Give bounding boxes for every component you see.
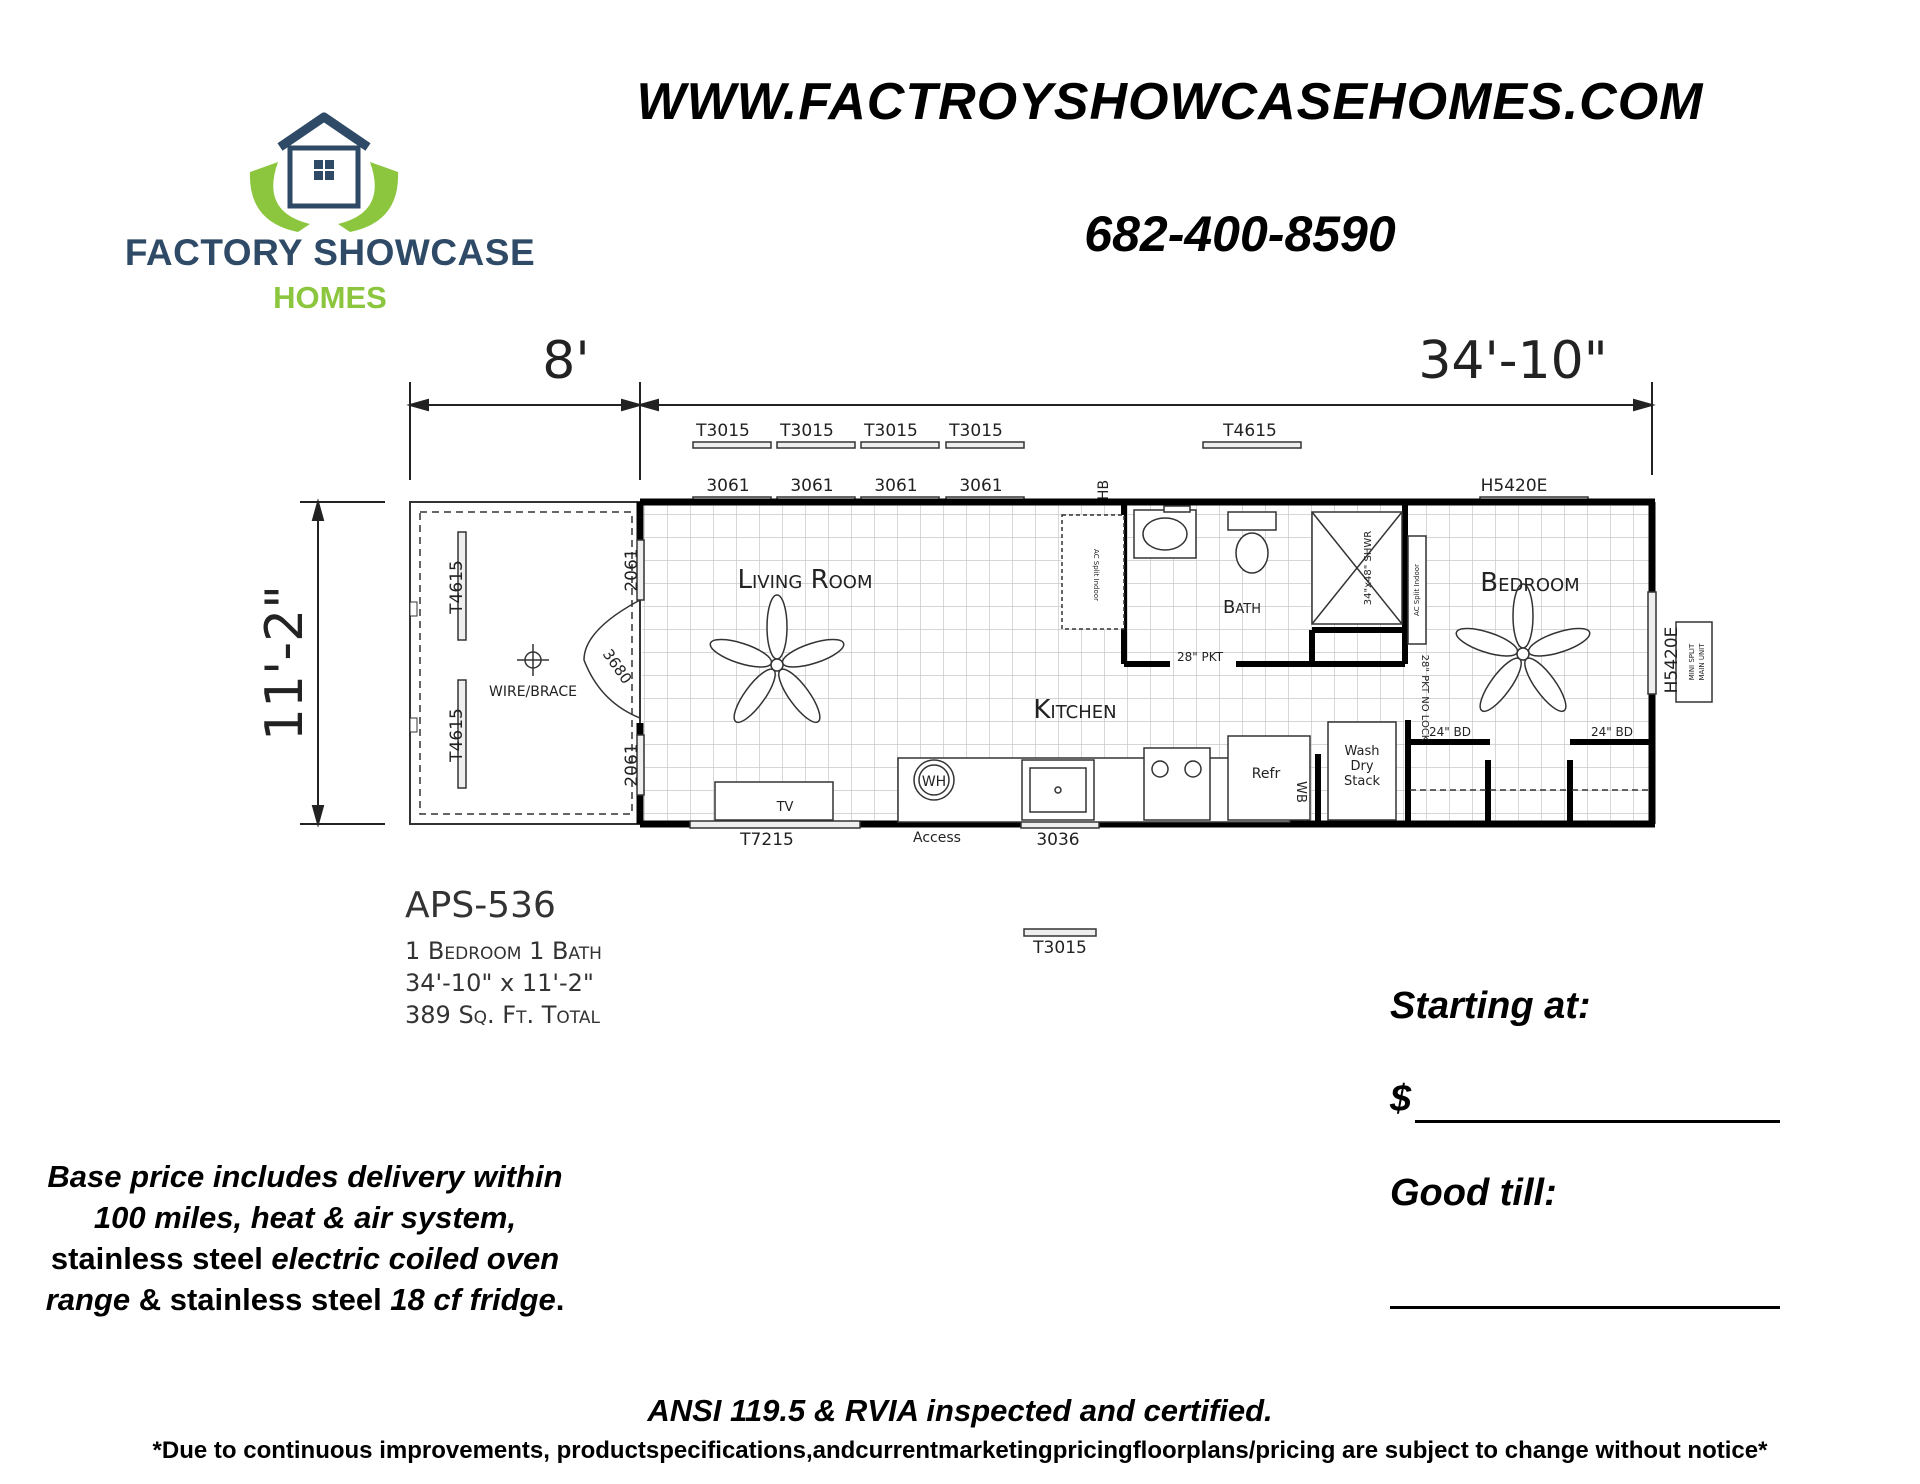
label-h5420e-side: H5420E <box>1662 626 1682 694</box>
room-bath: Bath <box>1223 597 1261 618</box>
label-t4615-top: T4615 <box>1223 421 1277 441</box>
disclaimer-text: *Due to continuous improvements, productspecifications,andcurrentmarketingpricingfloorplans/pricing are subject to change without notice* <box>152 1437 1768 1464</box>
features-part6: . <box>555 1282 565 1317</box>
model-number: APS-536 <box>405 885 556 926</box>
label-28pkt: 28" PKT <box>1176 650 1224 664</box>
label-h5420e-top: H5420E <box>1480 476 1548 496</box>
label-dry: Dry <box>1350 759 1374 774</box>
features-part2: stainless steel <box>50 1241 272 1276</box>
label-2061-2: 2061 <box>622 743 642 787</box>
label-access: Access <box>913 830 961 846</box>
label-28pkt-nolock: 28" PKT NO LOCK <box>1419 654 1430 742</box>
label-t4615-porch-1: T4615 <box>447 560 467 614</box>
features-part5: 18 cf fridge <box>390 1282 556 1317</box>
logo-name-line1: FACTORY SHOWCASE <box>124 232 536 273</box>
label-t3015-3: T3015 <box>864 421 918 441</box>
room-bedroom: Bedroom <box>1480 568 1580 598</box>
price-blank-line <box>1415 1120 1780 1123</box>
starting-at-label: Starting at: <box>1390 985 1591 1027</box>
label-2061-1: 2061 <box>622 548 642 592</box>
features-part4: & stainless steel <box>130 1282 391 1317</box>
label-refr: Refr <box>1251 766 1281 782</box>
features-part3: electric coiled oven range <box>45 1241 560 1317</box>
label-mini-split-1: MINI SPLIT <box>1688 643 1696 681</box>
label-hb: HB <box>1096 479 1112 501</box>
label-t3015-1: T3015 <box>696 421 750 441</box>
label-24bd-1: 24" BD <box>1428 725 1472 739</box>
certification-text: ANSI 119.5 & RVIA inspected and certified. <box>647 1393 1273 1428</box>
model-beds-baths: 1 Bedroom 1 Bath <box>405 937 602 965</box>
dim-width: 11'-2" <box>255 584 315 742</box>
label-shower: 34"x48" SHWR <box>1363 530 1374 606</box>
features-part1: Base price includes delivery within 100 miles, heat & air system, <box>47 1159 563 1235</box>
dim-length: 34'-10" <box>1418 331 1608 391</box>
currency-symbol: $ <box>1390 1078 1412 1120</box>
label-wire-brace: WIRE/BRACE <box>489 684 577 700</box>
room-living: Living Room <box>737 565 873 595</box>
label-3036: 3036 <box>1036 830 1080 850</box>
website-url: WWW.FACTROYSHOWCASEHOMES.COM <box>636 73 1704 131</box>
label-t3015-2: T3015 <box>780 421 834 441</box>
model-sqft: 389 Sq. Ft. Total <box>405 1001 600 1029</box>
room-kitchen: Kitchen <box>1033 695 1117 725</box>
label-3061-1: 3061 <box>706 476 750 496</box>
logo-name-line2: HOMES <box>273 280 387 315</box>
good-till-label: Good till: <box>1390 1172 1557 1214</box>
features-text <box>40 1156 570 1320</box>
label-3061-2: 3061 <box>790 476 834 496</box>
label-wb: WB <box>1293 781 1308 803</box>
label-wash: Wash <box>1344 744 1380 759</box>
label-mini-split-2: MAIN UNIT <box>1698 643 1706 681</box>
house-hands-icon <box>250 117 398 232</box>
label-ac-split-bed: AC Split Indoor <box>1413 564 1421 616</box>
model-size: 34'-10" x 11'-2" <box>405 969 594 997</box>
good-till-blank-line <box>1390 1306 1780 1309</box>
label-t7215: T7215 <box>740 830 794 850</box>
floor-plan <box>0 330 1920 1090</box>
label-ac-split-living: AC Split Indoor <box>1092 549 1100 601</box>
label-t4615-porch-2: T4615 <box>447 708 467 762</box>
phone-number: 682-400-8590 <box>1084 206 1396 262</box>
label-tv: TV <box>776 800 794 815</box>
label-3061-4: 3061 <box>959 476 1003 496</box>
label-wh: WH <box>921 774 947 790</box>
label-t3015-bottom: T3015 <box>1033 938 1087 958</box>
label-door-3680: 3680 <box>598 645 636 688</box>
model-details <box>405 935 602 1031</box>
label-3061-3: 3061 <box>874 476 918 496</box>
label-t3015-4: T3015 <box>949 421 1003 441</box>
dim-porch: 8' <box>542 331 590 391</box>
label-stack: Stack <box>1344 774 1380 789</box>
label-24bd-2: 24" BD <box>1590 725 1634 739</box>
